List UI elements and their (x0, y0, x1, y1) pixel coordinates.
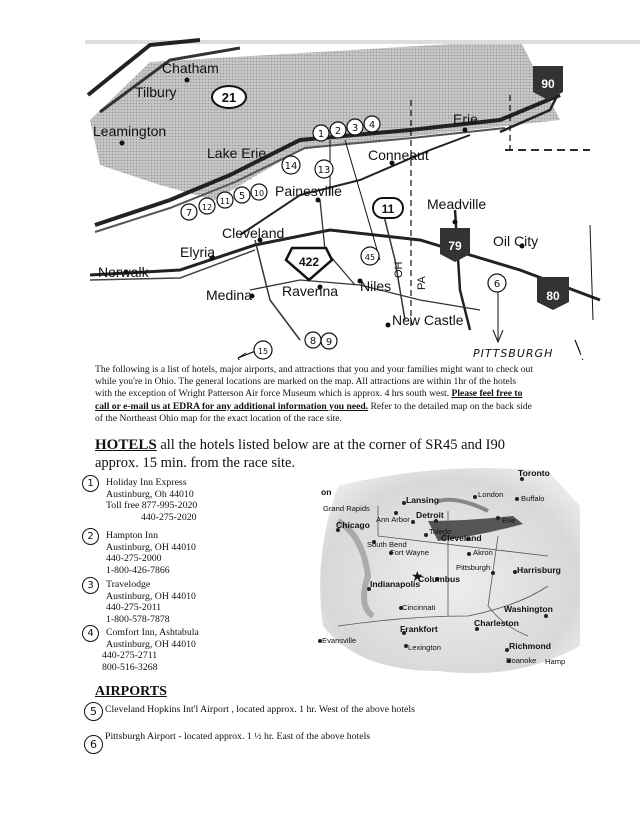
inset-label-hamp: Hamp (545, 657, 566, 666)
marker-9 (321, 333, 337, 349)
hotel-number: 4 (82, 625, 99, 642)
hotel-city: Austinburg, OH 44010 (106, 590, 196, 602)
svg-text:1: 1 (317, 129, 325, 140)
inset-label-buffalo: Buffalo (521, 494, 545, 503)
hotel-name: Comfort Inn, Ashtabula (106, 627, 199, 638)
inset-label-akron: Akron (473, 548, 493, 557)
marker-12 (199, 198, 215, 214)
map-label-niles: Niles (360, 278, 392, 294)
svg-text:45: 45 (364, 253, 376, 262)
inset-label-harrisburg: Harrisburg (517, 565, 561, 575)
marker-10 (251, 184, 267, 200)
svg-text:21: 21 (221, 90, 237, 105)
marker-6 (488, 274, 506, 292)
airports-title: AIRPORTS (95, 684, 167, 699)
svg-text:79: 79 (448, 239, 462, 253)
hotel-city: Austinburg, Oh 44010 (106, 488, 194, 500)
map-label-conneaut: Conneaut (368, 147, 429, 163)
inset-label-toronto: Toronto (518, 468, 550, 478)
inset-label-chicago: Chicago (336, 520, 370, 530)
svg-text:15: 15 (257, 347, 269, 356)
intro-tail: Refer to the detailed map on the back side of the Northeast Ohio map for the exact location of the race site. (95, 400, 532, 424)
inset-label-erie: Erie (502, 516, 516, 525)
marker-4 (364, 116, 380, 132)
inset-label-cleveland: Cleveland (441, 533, 482, 543)
svg-text:4: 4 (368, 120, 376, 131)
inset-label-on: on (321, 487, 332, 497)
marker-14 (282, 156, 300, 174)
hotel-city: Austinburg, OH 44010 (106, 638, 196, 650)
map-label-medina: Medina (206, 287, 252, 303)
hotel-number: 1 (82, 475, 99, 492)
inset-label-pittsburgh: Pittsburgh (456, 563, 491, 572)
airport-number: 6 (84, 735, 103, 754)
marker-15 (254, 341, 272, 359)
map-label-pa: PA (416, 276, 428, 290)
hotel-phone: 440-275-2711 (102, 650, 158, 662)
svg-text:12: 12 (201, 203, 213, 212)
region-map (0, 0, 640, 360)
inset-label-evansville: Evansville (322, 636, 357, 645)
inset-label-lexington: Lexington (408, 643, 441, 652)
svg-text:★: ★ (411, 570, 424, 585)
svg-text:8: 8 (309, 336, 317, 347)
svg-text:14: 14 (284, 161, 298, 172)
marker-8 (305, 332, 321, 348)
inset-label-lansing: Lansing (406, 495, 439, 505)
marker-7 (181, 204, 197, 220)
map-label-cleveland: Cleveland (222, 225, 285, 241)
inset-label-cincinnati: Cincinnati (402, 603, 436, 612)
svg-text:13: 13 (317, 165, 331, 176)
region-map-svg (0, 0, 640, 360)
hotel-phone-2: 1-800-426-7866 (106, 565, 170, 577)
interstate-79-shield (440, 228, 470, 262)
hotel-phone-2: 800-516-3268 (102, 662, 158, 674)
inset-label-south-bend: South Bend (367, 540, 407, 549)
map-label-leamington: Leamington (93, 123, 167, 139)
svg-text:422: 422 (298, 255, 320, 269)
inset-label-columbus: Columbus (418, 574, 461, 584)
airport-text: Pittsburgh Airport - located approx. 1 ½ hr. East of the above hotels (105, 731, 371, 742)
map-label-lake-erie: Lake Erie (207, 145, 267, 161)
inset-label-charleston: Charleston (474, 618, 519, 628)
marker-11 (217, 192, 233, 208)
inset-label-detroit: Detroit (416, 510, 444, 520)
inset-label-richmond: Richmond (509, 641, 552, 651)
airport-number: 5 (84, 702, 103, 721)
svg-text:2: 2 (334, 126, 342, 137)
svg-text:5: 5 (238, 191, 246, 202)
inset-label-indianapolis: Indianapolis (370, 579, 421, 589)
inset-label-fort-wayne: Fort Wayne (390, 548, 429, 557)
svg-text:9: 9 (325, 337, 333, 348)
inset-label-london: London (478, 490, 504, 499)
map-label-oil-city: Oil City (493, 233, 539, 249)
hotel-phone-2: 440-275-2020 (141, 512, 197, 524)
svg-text:7: 7 (185, 208, 193, 219)
inset-label-grand-rapids: Grand Rapids (323, 504, 370, 513)
inset-label-ann-arbor: Ann Arbor (376, 515, 410, 524)
inset-label-toledo: Toledo (429, 527, 452, 536)
inset-regional-map (318, 466, 580, 678)
marker-2 (330, 122, 346, 138)
hotel-phone: Toll free 877-995-2020 (106, 500, 198, 512)
inset-label-roanoke: Roanoke (506, 656, 537, 665)
map-label-tilbury: Tilbury (135, 84, 177, 100)
map-label-ravenna: Ravenna (282, 283, 339, 299)
marker-5 (234, 187, 250, 203)
hotel-name: Travelodge (106, 579, 151, 590)
svg-text:6: 6 (493, 279, 501, 290)
hotel-phone-2: 1-800-578-7878 (106, 614, 170, 626)
intro-contact-note: Please feel free to call or e-mail us at EDRA for any additional information you need. (95, 388, 523, 412)
marker-1 (313, 125, 329, 141)
inset-label-frankfort: Frankfort (400, 624, 438, 634)
map-label-elyria: Elyria (180, 244, 216, 260)
intro-paragraph (95, 364, 535, 425)
map-label-oh: OH (393, 261, 405, 278)
marker-3 (347, 119, 363, 135)
hotel-name: Holiday Inn Express (106, 477, 187, 488)
hotel-number: 3 (82, 577, 99, 594)
hotels-subtitle-2: approx. 15 min. from the race site. (95, 455, 296, 471)
inset-label-washington: Washington (504, 604, 553, 614)
map-label-meadville: Meadville (427, 196, 487, 212)
hotel-name: Hampton Inn (106, 530, 158, 541)
marker-45 (361, 247, 379, 265)
marker-13 (315, 160, 333, 178)
interstate-80-shield (537, 277, 569, 310)
svg-text:11: 11 (219, 197, 231, 206)
airport-text: Cleveland Hopkins Int'l Airport , located approx. 1 hr. West of the above hotels (105, 704, 415, 715)
route-422-shield (286, 248, 332, 280)
svg-text:11: 11 (381, 202, 395, 216)
svg-text:10: 10 (253, 189, 265, 198)
svg-text:3: 3 (351, 123, 359, 134)
hotel-city: Austinburg, OH 44010 (106, 541, 196, 553)
map-label-new-castle: New Castle (392, 312, 464, 328)
route-11-shield (373, 198, 403, 218)
map-label-painesville: Painesville (275, 183, 342, 199)
hotel-phone: 440-275-2000 (106, 553, 162, 565)
svg-text:80: 80 (546, 289, 560, 303)
inset-map-svg (318, 466, 580, 678)
handwritten-pittsburgh: PITTSBURGH (473, 347, 554, 360)
hotel-phone: 440-275-2011 (106, 602, 162, 614)
hotels-title: HOTELS (95, 437, 157, 453)
hotel-number: 2 (82, 528, 99, 545)
map-label-norwalk: Norwalk (98, 264, 149, 280)
map-label-erie: Erie (453, 111, 478, 127)
route-21-shield (212, 86, 246, 108)
map-label-chatham: Chatham (162, 60, 219, 76)
hotels-subtitle: all the hotels listed below are at the corner of SR45 and I90 (156, 437, 506, 453)
intro-text: The following is a list of hotels, major airports, and attractions that you and your families might want to check out while you're in Ohio. The general locations are marked on the map. All attractions are within 1hr of the hotels with the exception of Wright Patterson Air force Museum which is approx. 4 hrs south west. (95, 364, 534, 400)
svg-text:90: 90 (541, 77, 555, 91)
